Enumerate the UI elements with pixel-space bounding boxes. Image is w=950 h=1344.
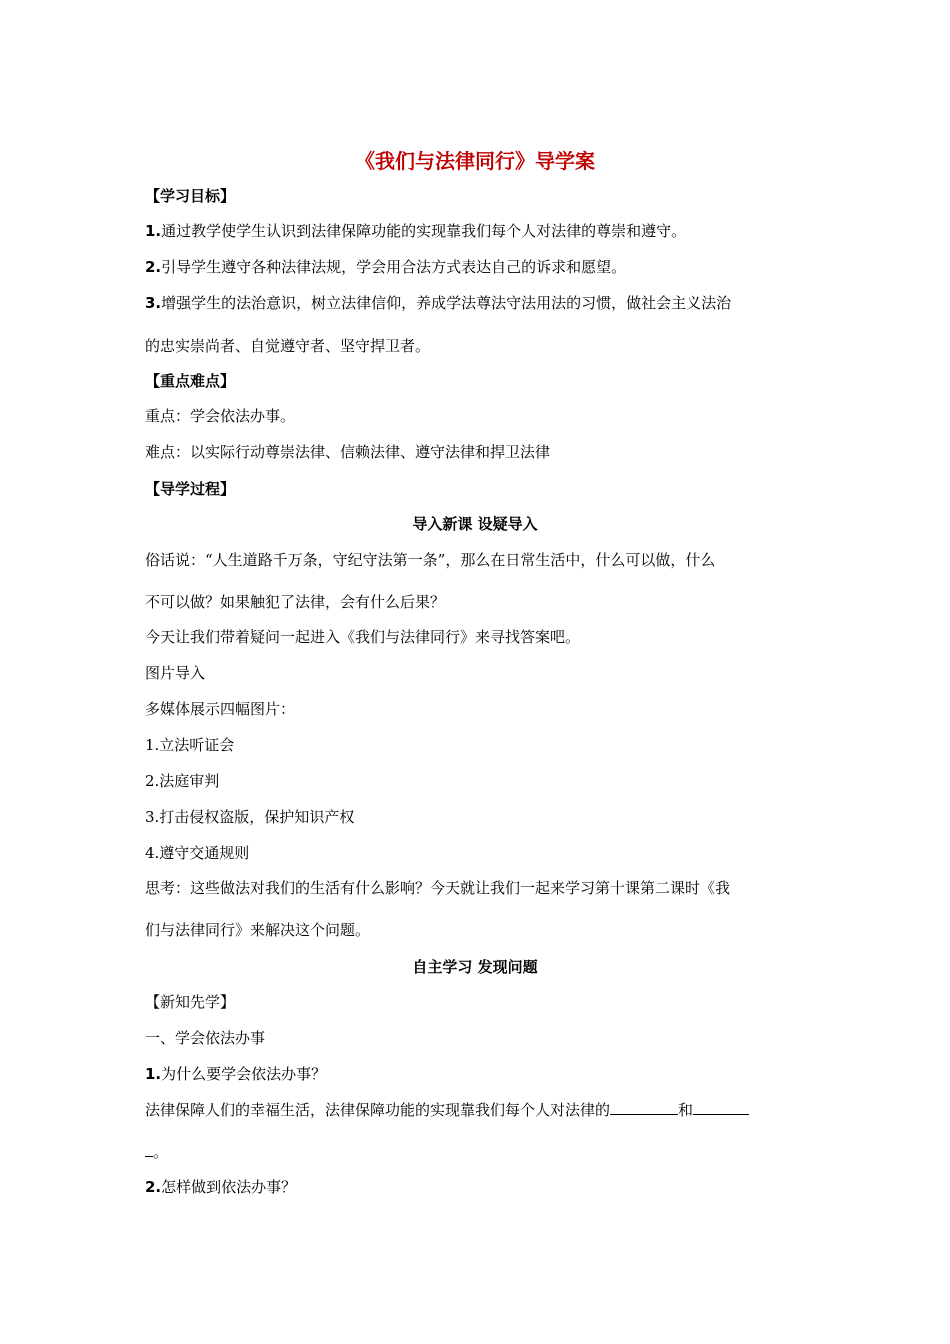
picture-intro: 图片导入 — [145, 664, 206, 682]
objective-2-number: 2. — [145, 258, 162, 276]
media-show: 多媒体展示四幅图片： — [145, 700, 296, 718]
think-line-1: 思考：这些做法对我们的生活有什么影响？今天就让我们一起来学习第十课第二课时《我 — [145, 879, 731, 897]
difficulty: 难点：以实际行动尊崇法律、信赖法律、遵守法律和捍卫法律 — [145, 443, 551, 461]
question-1-answer-line-2 — [145, 1141, 810, 1162]
answer-blank-2[interactable] — [693, 1099, 749, 1115]
answer-blank-2-continued[interactable] — [145, 1141, 153, 1157]
question-1 — [145, 1064, 810, 1084]
picture-item-3: 3.打击侵权盗版，保护知识产权 — [145, 808, 355, 826]
self-study-heading: 自主学习 发现问题 — [412, 958, 538, 976]
question-2 — [145, 1177, 810, 1197]
objective-3-line-2: 的忠实崇尚者、自觉遵守者、坚守捍卫者。 — [145, 337, 431, 355]
question-1-answer-text: 法律保障人们的幸福生活，法律保障功能的实现靠我们每个人对法律的 — [145, 1101, 611, 1119]
intro-paragraph-line-2: 不可以做？如果触犯了法律，会有什么后果？ — [145, 593, 446, 611]
key-point: 重点：学会依法办事。 — [145, 407, 296, 425]
question-2-text: 怎样做到依法办事？ — [161, 1178, 297, 1196]
picture-item-4: 4.遵守交通规则 — [145, 844, 250, 862]
part-one-heading: 一、学会依法办事 — [145, 1029, 266, 1047]
objective-1 — [145, 221, 810, 241]
key-difficulty-heading: 【重点难点】 — [145, 372, 236, 390]
answer-end-punctuation: 。 — [153, 1143, 169, 1161]
picture-item-2: 2.法庭审判 — [145, 772, 220, 790]
picture-item-1: 1.立法听证会 — [145, 736, 235, 754]
objective-3-text: 增强学生的法治意识，树立法律信仰，养成学法尊法守法用法的习惯，做社会主义法治 — [161, 294, 732, 312]
intro-paragraph-line-1: 俗话说：“人生道路千万条，守纪守法第一条”，那么在日常生活中，什么可以做，什么 — [145, 551, 716, 569]
answer-and: 和 — [678, 1101, 694, 1119]
question-1-text: 为什么要学会依法办事？ — [161, 1065, 327, 1083]
objectives-heading: 【学习目标】 — [145, 187, 236, 205]
think-line-2: 们与法律同行》来解决这个问题。 — [145, 921, 371, 939]
answer-blank-1[interactable] — [610, 1099, 678, 1115]
page-title: 《我们与法律同行》导学案 — [355, 149, 595, 173]
objective-1-text: 通过教学使学生认识到法律保障功能的实现靠我们每个人对法律的尊崇和遵守。 — [161, 222, 687, 240]
objective-2 — [145, 257, 810, 277]
intro-paragraph-2: 今天让我们带着疑问一起进入《我们与法律同行》来寻找答案吧。 — [145, 628, 581, 646]
objective-2-text: 引导学生遵守各种法律法规，学会用合法方式表达自己的诉求和愿望。 — [161, 258, 627, 276]
process-heading: 【导学过程】 — [145, 480, 236, 498]
question-1-number: 1. — [145, 1065, 162, 1083]
objective-3-line-1 — [145, 293, 810, 313]
question-1-answer-line-1 — [145, 1099, 810, 1120]
question-2-number: 2. — [145, 1178, 162, 1196]
objective-1-number: 1. — [145, 222, 162, 240]
intro-heading: 导入新课 设疑导入 — [412, 515, 538, 533]
objective-3-number: 3. — [145, 294, 162, 312]
new-knowledge-heading: 【新知先学】 — [145, 993, 236, 1011]
